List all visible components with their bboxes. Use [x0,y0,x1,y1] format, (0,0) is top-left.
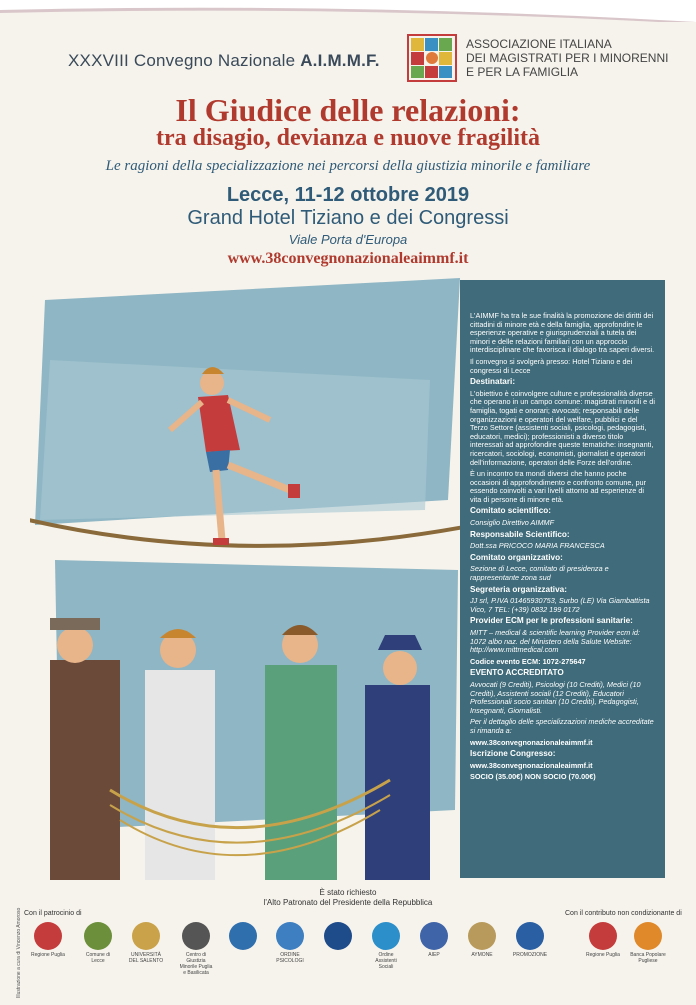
credit-text: Illustrazione a cura di Vincenzo Amoroso [16,907,22,998]
sponsor-logo: Regione Puglia [30,922,66,958]
panel-sci-body: Consiglio Direttivo AIMMF [470,518,555,528]
sponsor-mark [132,922,160,950]
sponsor-mark [324,922,352,950]
sponsor-logos [30,922,670,976]
top-decorative-stripe [0,0,696,22]
sponsor-logo: ORDINE PSICOLOGI [272,922,308,964]
aimmf-logo [407,34,457,82]
sponsor-logo: UNIVERSITÀ DEL SALENTO [128,922,164,964]
illustration [30,270,460,880]
sponsor-logo: Centro di Giustizia Minorile Puglia e Basilicata [178,922,214,976]
info-panel-text [470,312,656,785]
panel-seg-body: JJ srl, P.IVA 01465930753, Surbo (LE) Via Giambattista Vico, 7 TEL: (+39) 0832 199 0172 [470,596,650,614]
sponsor-logo: Banca Popolare Pugliese [630,922,666,964]
sponsor-mark [34,922,62,950]
panel-accr-heading: EVENTO ACCREDITATO [470,668,564,678]
event-street: Viale Porta d'Europa [288,232,408,247]
sponsor-mark [229,922,257,950]
sponsor-mark [516,922,544,950]
panel-iscr-price: SOCIO (35.00€) NON SOCIO (70.00€) [470,772,596,782]
panel-org-body: Sezione di Lecce, comitato di presidenza e rappresentante zona sud [470,564,609,583]
sponsor-logo: AYMONE [464,922,500,958]
sponsor-mark [468,922,496,950]
sponsor-mark [589,922,617,950]
sponsor-mark [420,922,448,950]
sponsor-mark [182,922,210,950]
panel-accr-body: Avvocati (9 Crediti), Psicologi (10 Crediti), Medici (10 Crediti), Assistenti sociali (12 Crediti), Educatori Professionali socio sanitari (10 Crediti), Pedagogisti, Insegnanti, Giornalisti. [470,679,641,715]
sponsor-logo: Comune di Lecce [80,922,116,964]
panel-iscr-link[interactable]: www.38convegnonazionaleaimmf.it [470,760,593,770]
sponsor-logo: PROMOZIONE [512,922,548,958]
panel-dest-body2: È un incontro tra mondi diversi che hanno poche occasioni di approfondimento e confronto comune, pur essendo coinvolti a vari livelli attorno ad esperienze di vita di persone di minore età. [470,469,647,504]
sponsor-mark [634,922,662,950]
patronage-note: È stato richiesto l'Alto Patronato del Presidente della Repubblica [263,888,433,907]
panel-intro: L'AIMMF ha tra le sue finalità la promozione dei diritti dei cittadini di minore età e della famiglia, approfondire le esperienze operative e giurisprudenziali a tutela dei minori e delle relazioni familiari con un approccio interdisciplinare che favorisca il dialogo tra saperi diversi. [470,311,655,355]
main-subtitle: tra disagio, devianza e nuove fragilità [156,125,540,151]
panel-dest-heading: Destinatari: [470,377,516,387]
event-website[interactable]: www.38convegnonazionaleaimmf.it [227,250,469,267]
patrocinio-label: Con il patrocinio di [24,910,82,917]
contributo-label: Con il contributo non condizionante di [565,910,682,917]
panel-sci-heading: Comitato scientifico: [470,506,551,516]
sponsor-logo: AIEP [416,922,452,958]
panel-resp-heading: Responsabile Scientifico: [470,529,570,539]
sponsor-mark [372,922,400,950]
panel-seg-heading: Segreteria organizzativa: [470,584,567,594]
sponsor-mark [84,922,112,950]
panel-dest-body: L'obiettivo è coinvolgere culture e professionalità diverse che operano in un campo comune: magistrati minorili e di famiglia, togati e onorari; avvocati; responsabili delle organizzazioni e operatori del welfare, pubblici e del Terzo Settore (assistenti sociali, psicologi, pedagogisti, educatori, medici); professionisti a diverso titolo interessati ad approfondire queste tematiche: insegnanti, ricercatori, sociologi, economisti, giornalisti e operatori dell'informazione, operatori delle Forze dell'ordine. [470,388,655,467]
sponsor-logo: Ordine Assistenti Sociali [368,922,404,970]
panel-detail-link[interactable]: www.38convegnonazionaleaimmf.it [470,737,593,747]
panel-ecm-heading: Provider ECM per le professioni sanitarie: [470,616,633,626]
panel-org-heading: Comitato organizzativo: [470,552,563,562]
panel-ecm-code: Codice evento ECM: 1072-275647 [470,656,586,666]
panel-venue: Il convegno si svolgerà presso: Hotel Tiziano e dei congressi di Lecce [470,356,633,375]
sponsor-logo: Regione Puglia [585,922,621,958]
panel-detail: Per il dettaglio delle specializzazioni mediche accreditate si rimanda a: [470,717,654,735]
panel-ecm-body: MITT – medical & scientific learning Provider ecm id: 1072 albo naz. del Ministero della Salute Website: http://www.mittmedical.com [470,628,640,655]
event-venue: Grand Hotel Tiziano e dei Congressi [187,207,509,229]
sponsor-logo [320,922,356,952]
convegno-heading: XXXVIII Convegno Nazionale A.I.M.M.F. [68,51,380,70]
event-date: Lecce, 11-12 ottobre 2019 [226,184,470,206]
sponsor-mark [276,922,304,950]
main-title: Il Giudice delle relazioni: [175,92,521,128]
association-name: ASSOCIAZIONE ITALIANA DEI MAGISTRATI PER I MINORENNI E PER LA FAMIGLIA [466,37,669,79]
panel-resp-body: Dott.ssa PRICOCO MARIA FRANCESCA [470,541,605,551]
panel-iscr-heading: Iscrizione Congresso: [470,749,556,759]
sponsor-logo [225,922,261,952]
tagline: Le ragioni della specializzazione nei percorsi della giustizia minorile e familiare [105,158,591,174]
